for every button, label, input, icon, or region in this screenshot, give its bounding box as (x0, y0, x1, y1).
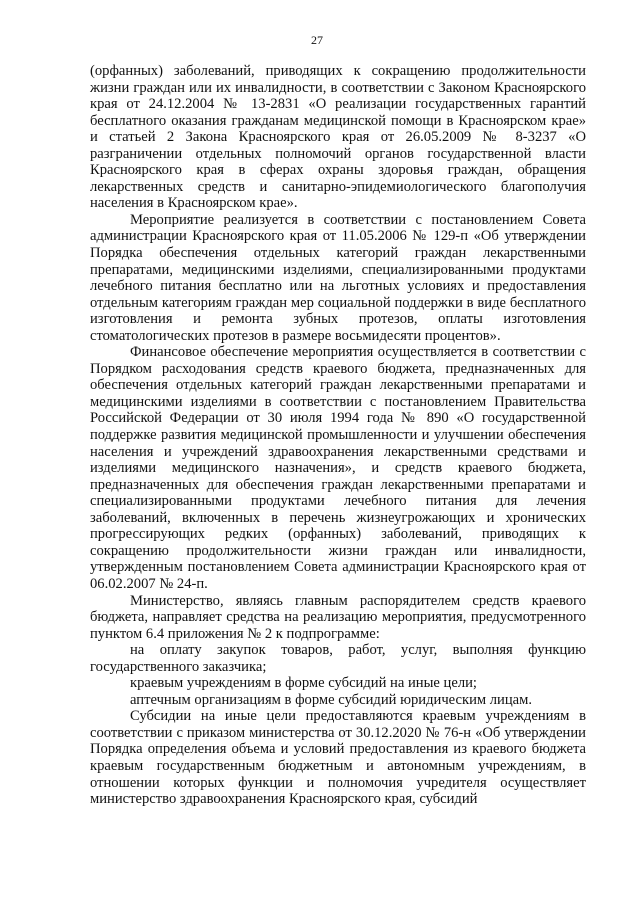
paragraph-orphan-diseases-continuation: (орфанных) заболеваний, приводящих к сокращению продолжительности жизни граждан или их инвалидности, в соответствии с Законом Красноярского края от 24.12.2004 № 13-2831 «О реализации государственных гарантий бесплатного оказания гражданам медицинской помощи в Красноярском крае» и статьей 2 Закона Красноярского края от 26.05.2009 № 8-3237 «О разграничении отдельных полномочий органов государственной власти Красноярского края в сферах охраны здоровья граждан, обращения лекарственных средств и санитарно-эпидемиологического благополучия населения в Красноярском крае». (90, 63, 586, 212)
paragraph-subsidies: Субсидии на иные цели предоставляются краевым учреждениям в соответствии с приказом министерства от 30.12.2020 № 76-н «Об утверждении Порядка определения объема и условий предоставления из краевого бюджета краевым государственным бюджетным и автономным учреждениям, в отношении которых функции и полномочия учредителя осуществляет министерство здравоохранения Красноярского края, субсидий (90, 708, 586, 808)
page-number: 27 (311, 33, 323, 47)
list-item-regional-institutions: краевым учреждениям в форме субсидий на иные цели; (130, 675, 477, 692)
paragraph-financial-support: Финансовое обеспечение мероприятия осуществляется в соответствии с Порядком расходования средств краевого бюджета, предназначенных для обеспечения отдельных категорий граждан лекарственными препаратами и медицинскими изделиями в соответствии с постановлением Правительства Российской Федерации от 30 июля 1994 года № 890 «О государственной поддержке развития медицинской промышленности и улучшении обеспечения населения и учреждений здравоохранения лекарственными средствами и изделиями медицинского назначения», и средств краевого бюджета, предназначенных для обеспечения граждан лекарственными препаратами и специализированными продуктами лечебного питания для лечения заболеваний, включенных в перечень жизнеугрожающих и хронических прогрессирующих редких (орфанных) заболеваний, приводящих к сокращению продолжительности жизни граждан или инвалидности, утвержденным постановлением Совета администрации Красноярского края от 06.02.2007 № 24-п. (90, 344, 586, 592)
paragraph-measure-implementation: Мероприятие реализуется в соответствии с постановлением Совета администрации Красноярского края от 11.05.2006 № 129-п «Об утверждении Порядка обеспечения отдельных категорий граждан лекарственными препаратами, медицинскими изделиями, специализированными продуктами лечебного питания бесплатно или на льготных условиях и предоставления отдельным категориям граждан мер социальной поддержки в виде бесплатного изготовления и ремонта зубных протезов, оплаты изготовления стоматологических протезов в размере восьмидесяти процентов». (90, 211, 586, 344)
list-item-procurement: на оплату закупок товаров, работ, услуг, выполняя функцию государственного заказчика; (90, 642, 586, 675)
document-body (90, 63, 586, 808)
paragraph-ministry-funds: Министерство, являясь главным распорядителем средств краевого бюджета, направляет средства на реализацию мероприятия, предусмотренного пунктом 6.4 приложения № 2 к подпрограмме: (90, 592, 586, 642)
list-item-pharmacy-organizations: аптечным организациям в форме субсидий юридическим лицам. (130, 691, 533, 708)
